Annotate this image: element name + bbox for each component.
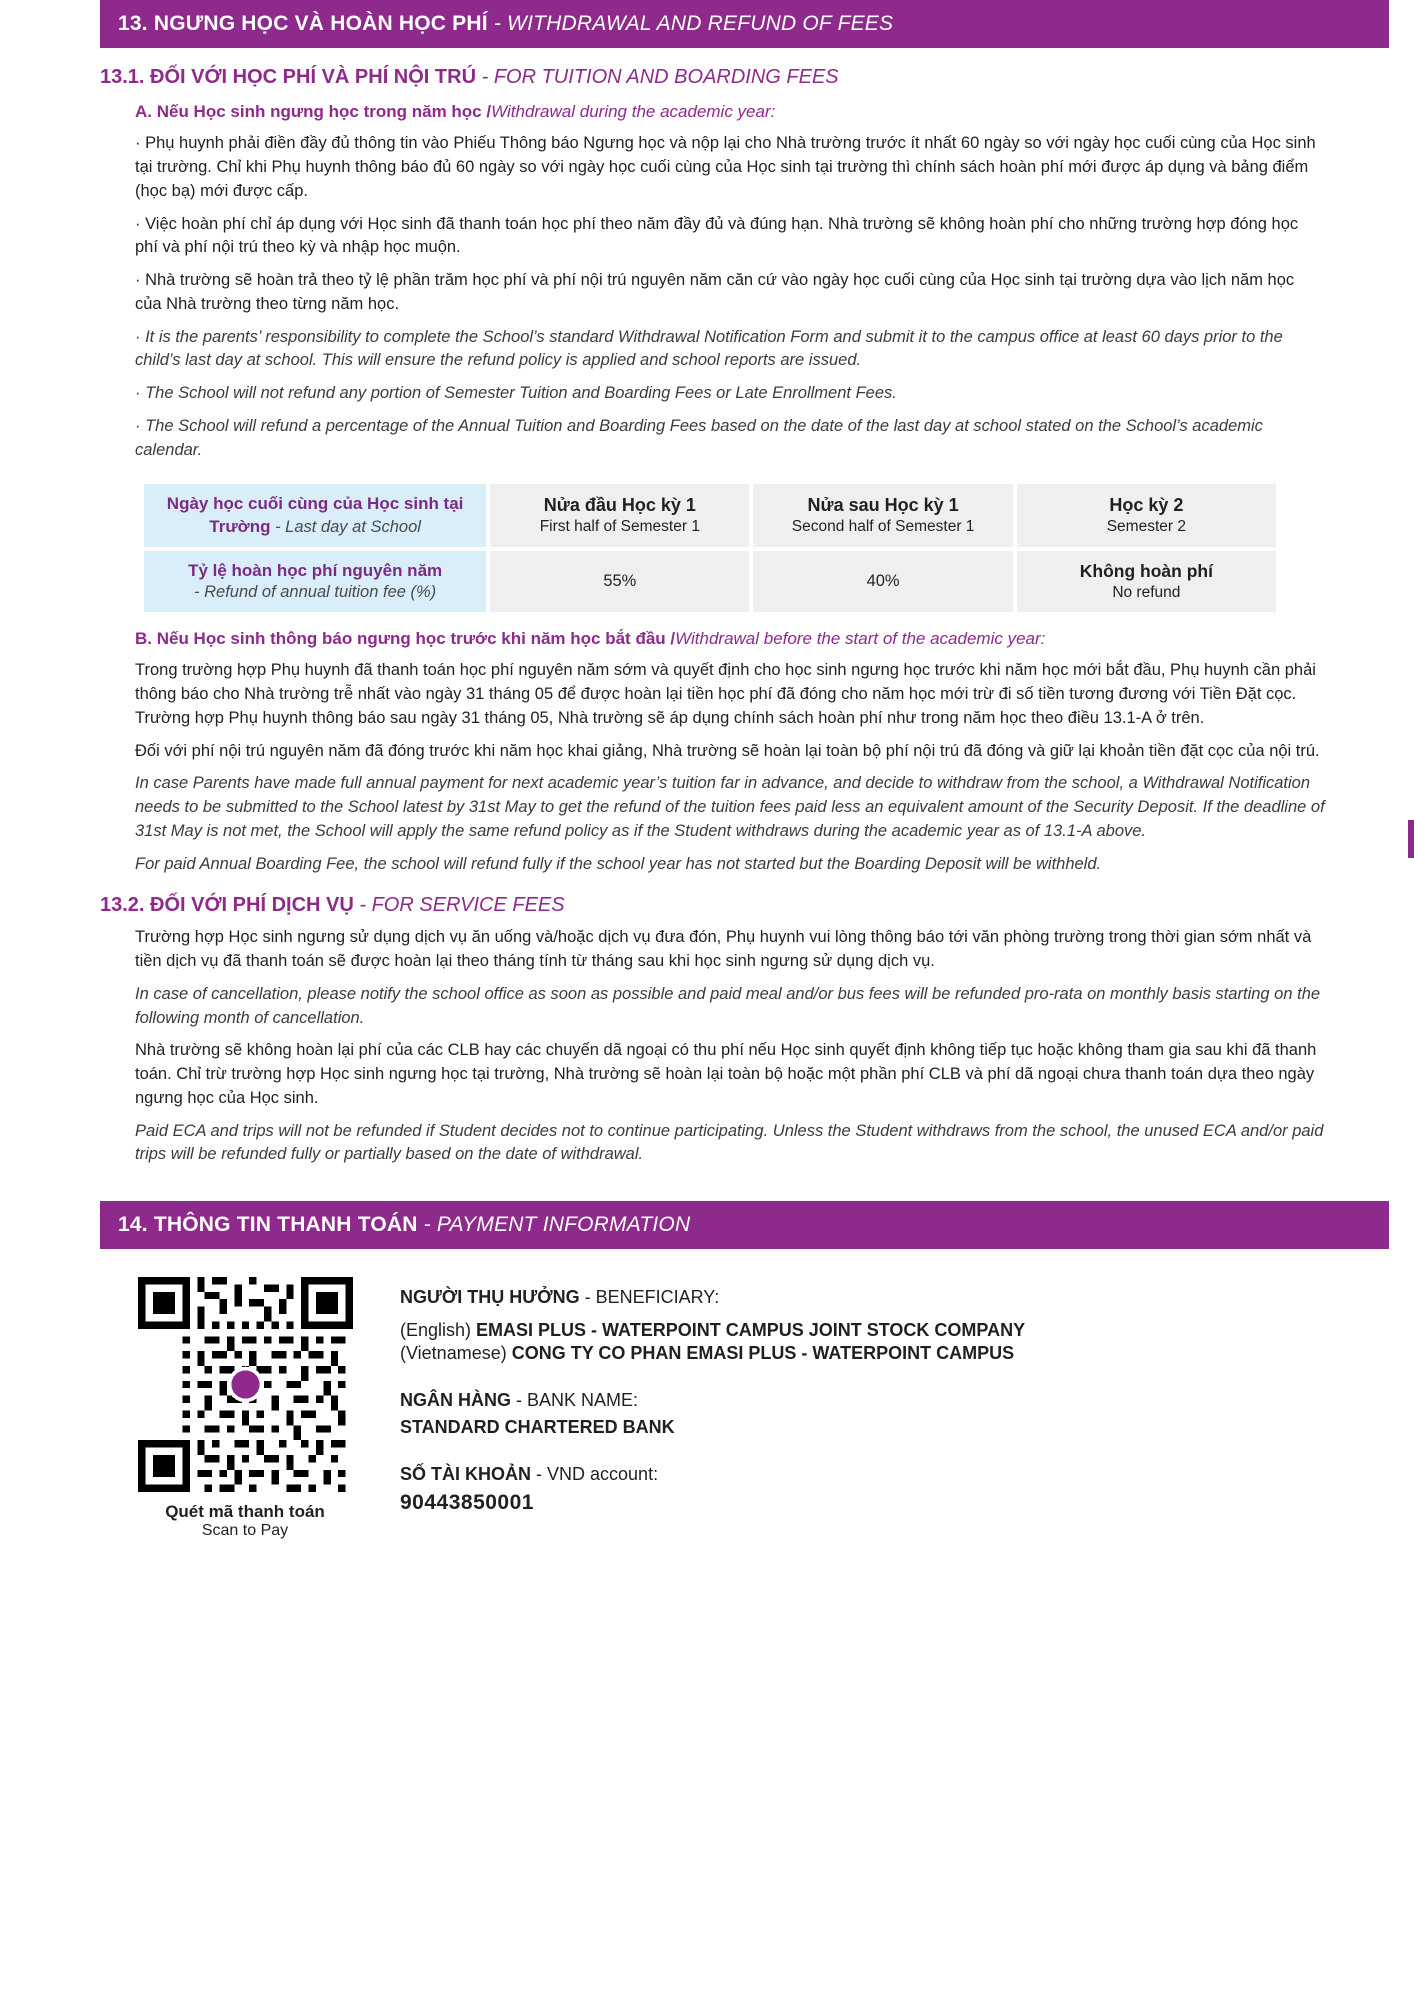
section-14-separator: - <box>417 1213 437 1237</box>
paragraph-a-en-1: · It is the parents’ responsibility to complete the School’s standard Withdrawal Notification Form and submit it to the campus office at least 60 days prior to the child’s last day at school. This will ensure the refund policy is applied and school reports are issued. <box>135 327 1283 370</box>
account-number-value: 90443850001 <box>400 1491 534 1515</box>
paragraph-132-2: Nhà trường sẽ không hoàn lại phí của các CLB hay các chuyến dã ngoại có thu phí nếu Học sinh quyết định không tiếp tục hoặc không tham gia sau khi đã thanh toán. Chỉ trừ trường hợp Học sinh ngưng học tại trường, Nhà trường sẽ hoàn lại toàn bộ hoặc một phần phí CLB và phí dã ngoại chưa thanh toán dựa theo ngày ngưng học của Học sinh. <box>135 1041 1317 1107</box>
account-label-sep: - <box>531 1464 548 1485</box>
table-label-refund-vn: Tỷ lệ hoàn học phí nguyên năm <box>188 560 443 580</box>
subsection-13-1-title-en: FOR TUITION AND BOARDING FEES <box>493 66 839 88</box>
account-label-en: VND account: <box>547 1464 659 1485</box>
item-b-heading-vn: B. Nếu Học sinh thông báo ngưng học trước khi năm học bắt đầu / <box>135 628 676 648</box>
bank-label-vn: NGÂN HÀNG <box>400 1390 511 1411</box>
table-label-lastday-en: - Last day at School <box>270 517 421 536</box>
subsection-13-1-title-vn: ĐỐI VỚI HỌC PHÍ VÀ PHÍ NỘI TRÚ <box>150 66 477 88</box>
section-14-number: 14. <box>118 1213 148 1237</box>
bank-label-sep: - <box>511 1390 527 1411</box>
beneficiary-english-line <box>400 1320 1025 1341</box>
beneficiary-label-vn: NGƯỜI THỤ HƯỞNG <box>400 1287 580 1308</box>
qr-caption-vn: Quét mã thanh toán <box>165 1502 325 1522</box>
refund-table <box>140 480 1280 615</box>
paragraph-b-en-2: For paid Annual Boarding Fee, the school will refund fully if the school year has not started but the Boarding Deposit will be withheld. <box>135 854 1102 873</box>
item-b-heading <box>135 628 1315 650</box>
section-13-title-vn: NGƯNG HỌC VÀ HOÀN HỌC PHÍ <box>153 12 488 35</box>
section-13-number: 13. <box>118 12 148 35</box>
paragraph-132-en-2: Paid ECA and trips will not be refunded if Student decides not to continue participating. Unless the Student withdraws from the school, the unused ECA and/or paid trips will be refunded fully or partially based on the date of withdrawal. <box>135 1121 1324 1164</box>
table-col-first-half-sem1 <box>490 484 749 546</box>
subsection-13-2-title-vn: ĐỐI VỚI PHÍ DỊCH VỤ <box>150 894 354 917</box>
item-a-heading-vn: A. Nếu Học sinh ngưng học trong năm học / <box>135 102 492 121</box>
subsection-heading-13-2 <box>100 894 1414 917</box>
table-row-values <box>144 551 1276 612</box>
bank-value <box>400 1417 1025 1438</box>
subsection-13-1-number: 13.1. <box>100 66 145 88</box>
paragraph-b-en-1: In case Parents have made full annual payment for next academic year’s tuition far in advance, and decide to withdraw from the school, a Withdrawal Notification needs to be submitted to the School latest by 31st May to get the refund of the tuition fees paid less an equivalent amount of the Security Deposit. If the deadline of 31st May is not met, the School will apply the same refund policy as if the Student withdraws during the academic year as of 13.1-A above. <box>135 774 1325 840</box>
table-row-header <box>144 484 1276 546</box>
paragraph-a-2: · Việc hoàn phí chỉ áp dụng với Học sinh đã thanh toán học phí theo năm đầy đủ và đúng hạn. Nhà trường sẽ không hoàn phí cho những trường hợp đóng học phí và phí nội trú theo kỳ và nhập học muộn. <box>135 214 1299 257</box>
bank-name-value: STANDARD CHARTERED BANK <box>400 1417 675 1438</box>
account-label-vn: SỐ TÀI KHOẢN <box>400 1464 532 1485</box>
qr-code-image <box>138 1277 353 1492</box>
subsection-13-2-title-en: FOR SERVICE FEES <box>371 894 565 917</box>
beneficiary-english-value: EMASI PLUS - WATERPOINT CAMPUS JOINT STOCK COMPANY <box>476 1320 1026 1341</box>
col2-vn: Nửa sau Học kỳ 1 <box>807 495 959 516</box>
account-label <box>400 1464 1025 1485</box>
beneficiary-vietnamese-label: (Vietnamese) <box>400 1343 507 1364</box>
qr-code-svg <box>138 1277 353 1492</box>
col1-en: First half of Semester 1 <box>539 518 700 536</box>
payment-block <box>130 1277 1389 1541</box>
qr-caption-en: Scan to Pay <box>201 1522 289 1540</box>
paragraph-b-1: Trong trường hợp Phụ huynh đã thanh toán học phí nguyên năm sớm và quyết định cho học sinh ngưng học trước khi năm học mới bắt đầu, Phụ huynh cần phải thông báo cho Nhà trường trễ nhất vào ngày 31 tháng 05 để được hoàn lại tiền học phí đã đóng cho năm học mới trừ đi số tiền tương đương với Tiền Đặt cọc. Trường hợp Phụ huynh thông báo sau ngày 31 tháng 05, Nhà trường sẽ áp dụng chính sách hoàn phí như trong năm học theo điều 13.1-A ở trên. <box>135 661 1316 727</box>
subsection-13-2-separator: - <box>353 894 372 917</box>
val3-en: No refund <box>1112 583 1181 601</box>
subsection-13-1-separator: - <box>476 66 494 88</box>
table-label-lastday-vn: Ngày học cuối cùng của Học sinh tại Trường <box>166 494 464 536</box>
subsection-13-2-number: 13.2. <box>100 894 145 917</box>
beneficiary-vietnamese-value: CONG TY CO PHAN EMASI PLUS - WATERPOINT CAMPUS <box>511 1343 1015 1364</box>
table-col-second-half-sem1 <box>753 484 1012 546</box>
col3-vn: Học kỳ 2 <box>1109 495 1184 516</box>
section-13-separator: - <box>487 12 508 35</box>
table-value-semester-2 <box>1017 551 1276 612</box>
paragraph-a-en-2: · The School will not refund any portion of Semester Tuition and Boarding Fees or Late Enrollment Fees. <box>135 384 897 403</box>
table-col-semester-2 <box>1017 484 1276 546</box>
payment-details-column <box>400 1277 1025 1541</box>
paragraph-a-3: · Nhà trường sẽ hoàn trả theo tỷ lệ phần trăm học phí và phí nội trú nguyên năm căn cứ vào ngày học cuối cùng của Học sinh tại trường dựa vào lịch năm học của Nhà trường theo từng năm học. <box>135 271 1295 313</box>
section-header-13 <box>100 0 1389 48</box>
paragraph-132-1: Trường hợp Học sinh ngưng sử dụng dịch vụ ăn uống và/hoặc dịch vụ đưa đón, Phụ huynh vui lòng thông báo tới văn phòng trường trong thời gian sớm nhất và tiền dịch vụ đã thanh toán sẽ được hoàn lại theo tháng tính từ tháng sau khi học sinh ngưng sử dụng dịch vụ. <box>135 928 1312 971</box>
val1: 55% <box>603 571 637 590</box>
beneficiary-group <box>400 1287 1025 1364</box>
table-value-first-half-sem1 <box>490 551 749 612</box>
qr-column <box>130 1277 360 1540</box>
bank-label <box>400 1390 1025 1411</box>
table-row-label-refund-rate <box>144 551 486 612</box>
paragraph-132-en-1: In case of cancellation, please notify the school office as soon as possible and paid meal and/or bus fees will be refunded pro-rata on monthly basis starting on the following month of cancellation. <box>135 984 1321 1027</box>
account-group <box>400 1464 1025 1515</box>
section-14-title-vn: THÔNG TIN THANH TOÁN <box>153 1213 418 1237</box>
table-label-refund-en: - Refund of annual tuition fee (%) <box>194 582 437 601</box>
beneficiary-english-label: (English) <box>400 1320 472 1341</box>
col2-en: Second half of Semester 1 <box>791 518 975 536</box>
page-edge-marker <box>1408 820 1414 858</box>
col3-en: Semester 2 <box>1106 518 1186 536</box>
section-14-title-en: PAYMENT INFORMATION <box>436 1213 691 1237</box>
beneficiary-label-sep: - <box>579 1287 596 1308</box>
paragraph-a-en-3: · The School will refund a percentage of the Annual Tuition and Boarding Fees based on the date of the last day at school stated on the School’s academic calendar. <box>135 416 1263 459</box>
item-a-heading <box>135 101 1315 123</box>
beneficiary-vietnamese-line <box>400 1343 1025 1364</box>
bank-group <box>400 1390 1025 1438</box>
section-13-title-en: WITHDRAWAL AND REFUND OF FEES <box>507 12 894 35</box>
paragraph-b-2: Đối với phí nội trú nguyên năm đã đóng trước khi năm học khai giảng, Nhà trường sẽ hoàn lại toàn bộ phí nội trú đã đóng và giữ lại khoản tiền đặt cọc của nội trú. <box>135 741 1320 760</box>
val3-vn: Không hoàn phí <box>1079 561 1213 582</box>
beneficiary-label-en: BENEFICIARY: <box>595 1287 720 1308</box>
table-row-label-lastday <box>144 484 486 546</box>
bank-label-en: BANK NAME: <box>527 1390 639 1411</box>
item-a-heading-en: Withdrawal during the academic year: <box>491 102 776 121</box>
section-header-14 <box>100 1201 1389 1249</box>
beneficiary-label <box>400 1287 1025 1308</box>
subsection-heading-13-1 <box>100 66 1414 89</box>
table-value-second-half-sem1 <box>753 551 1012 612</box>
refund-table-wrapper <box>140 480 1389 615</box>
val2: 40% <box>866 571 900 590</box>
col1-vn: Nửa đầu Học kỳ 1 <box>543 495 696 516</box>
paragraph-a-1: · Phụ huynh phải điền đầy đủ thông tin vào Phiếu Thông báo Ngưng học và nộp lại cho Nhà trường trước ít nhất 60 ngày so với ngày học cuối cùng của Học sinh tại trường. Chỉ khi Phụ huynh thông báo đủ 60 ngày so với ngày học cuối cùng của Học sinh tại trường thì chính sách hoàn phí mới được áp dụng và bảng điểm (học bạ) mới được cấp. <box>135 134 1316 200</box>
item-b-heading-en: Withdrawal before the start of the academic year: <box>675 628 1046 648</box>
